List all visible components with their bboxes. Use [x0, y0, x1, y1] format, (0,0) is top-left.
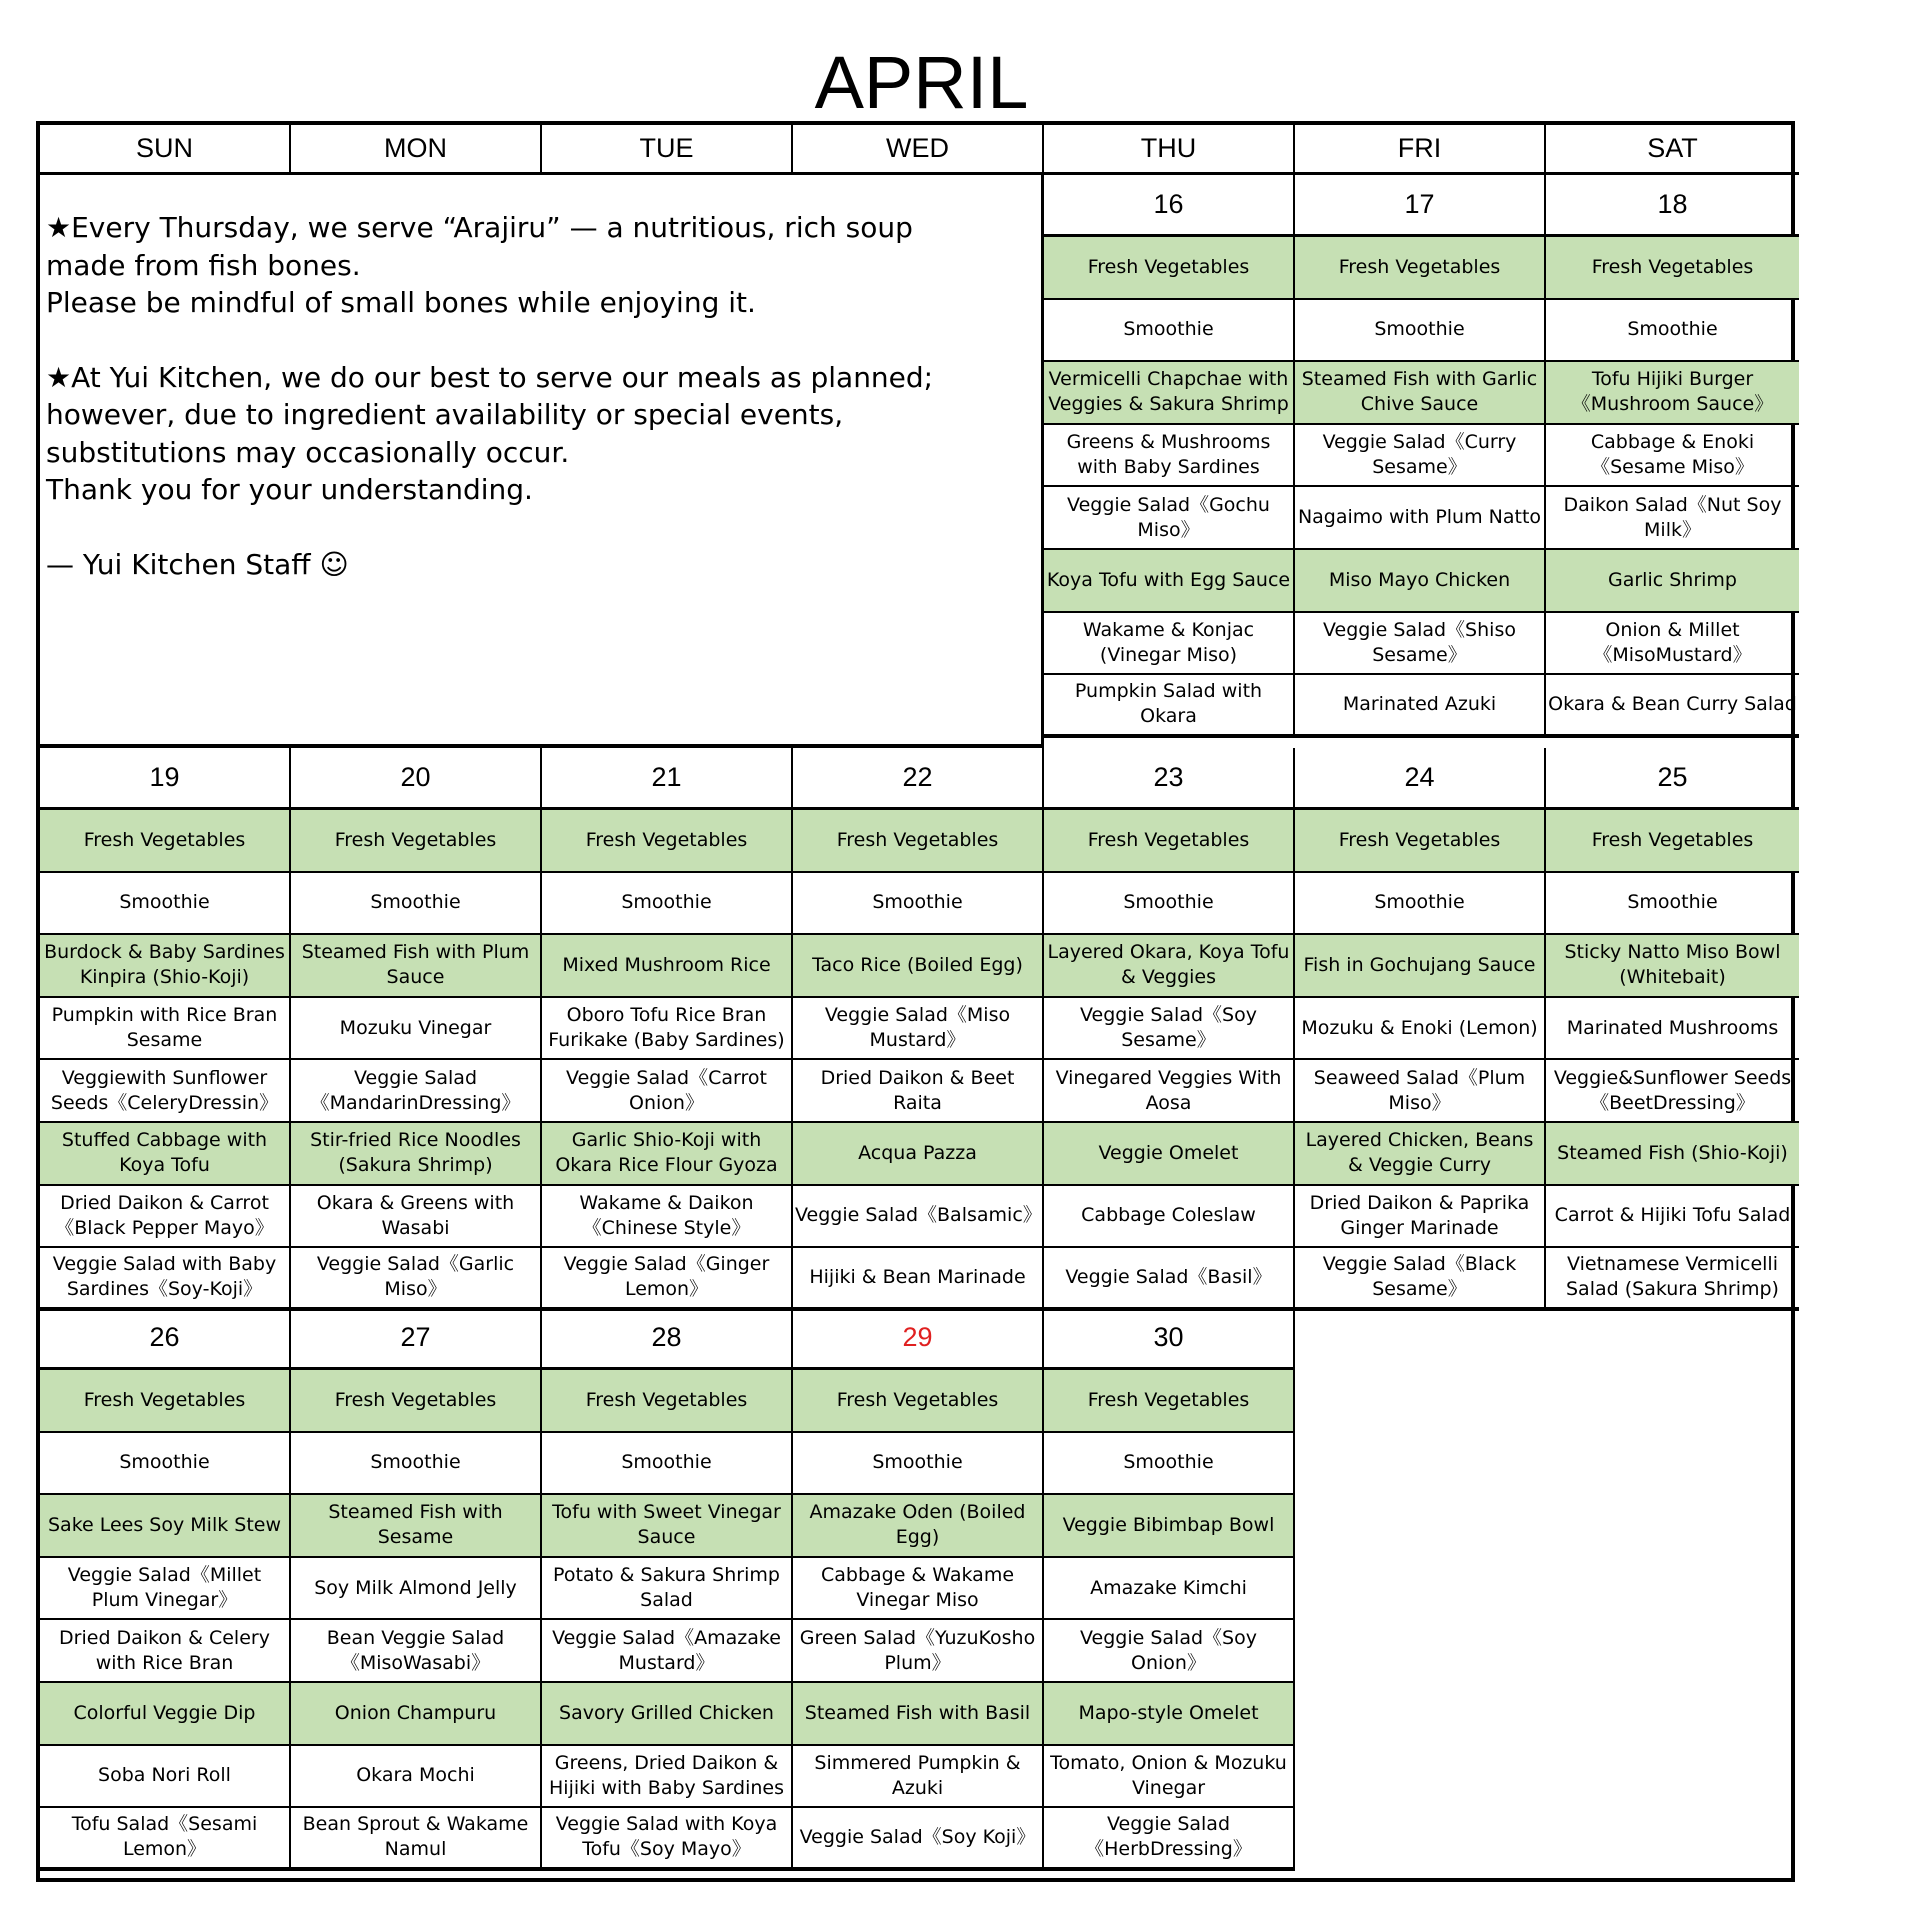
- menu-item: Stuffed Cabbage with Koya Tofu: [40, 1123, 291, 1186]
- notice-signature: — Yui Kitchen Staff ☺: [46, 547, 349, 581]
- menu-item: Sake Lees Soy Milk Stew: [40, 1495, 291, 1558]
- menu-item: Steamed Fish with Plum Sauce: [291, 935, 542, 998]
- menu-item: Marinated Azuki: [1295, 675, 1546, 738]
- menu-item: Veggie Bibimbap Bowl: [1044, 1495, 1295, 1558]
- menu-item: Amazake Kimchi: [1044, 1558, 1295, 1621]
- date-24: 24: [1295, 748, 1546, 810]
- weekday-sun: SUN: [40, 125, 291, 175]
- menu-item: Pumpkin with Rice Bran Sesame: [40, 998, 291, 1061]
- menu-item: Mozuku & Enoki (Lemon): [1295, 998, 1546, 1061]
- page-title: APRIL: [814, 41, 1029, 124]
- menu-item: Fresh Vegetables: [1546, 237, 1799, 300]
- weekday-thu: THU: [1044, 125, 1295, 175]
- menu-item: Taco Rice (Boiled Egg): [793, 935, 1044, 998]
- menu-item: Cabbage & Enoki《Sesame Miso》: [1546, 425, 1799, 488]
- menu-item: Veggie Salad《Amazake Mustard》: [542, 1620, 793, 1683]
- menu-item: Veggie Salad《Curry Sesame》: [1295, 425, 1546, 488]
- menu-item: Fresh Vegetables: [40, 810, 291, 873]
- menu-item: Vietnamese Vermicelli Salad (Sakura Shrimp): [1546, 1248, 1799, 1311]
- date-29: 29: [793, 1308, 1044, 1370]
- menu-item: Steamed Fish (Shio-Koji): [1546, 1123, 1799, 1186]
- menu-item: Veggie Salad《Miso Mustard》: [793, 998, 1044, 1061]
- date-26: 26: [40, 1308, 291, 1370]
- menu-item: Fresh Vegetables: [1295, 810, 1546, 873]
- menu-item: Smoothie: [1295, 873, 1546, 936]
- menu-item: Fresh Vegetables: [793, 810, 1044, 873]
- menu-item: Tofu with Sweet Vinegar Sauce: [542, 1495, 793, 1558]
- menu-item: Smoothie: [40, 1433, 291, 1496]
- menu-item: Smoothie: [793, 873, 1044, 936]
- menu-item: Simmered Pumpkin & Azuki: [793, 1746, 1044, 1809]
- menu-item: Veggie Salad《Basil》: [1044, 1248, 1295, 1311]
- menu-item: Smoothie: [291, 873, 542, 936]
- menu-item: Fresh Vegetables: [291, 810, 542, 873]
- date-20: 20: [291, 748, 542, 810]
- menu-item: Hijiki & Bean Marinade: [793, 1248, 1044, 1311]
- menu-item: Dried Daikon & Carrot《Black Pepper Mayo》: [40, 1186, 291, 1249]
- menu-item: Smoothie: [1295, 300, 1546, 363]
- menu-item: Veggie Salad《Garlic Miso》: [291, 1248, 542, 1311]
- menu-item: Vinegared Veggies With Aosa: [1044, 1060, 1295, 1123]
- menu-item: Veggie Salad《MandarinDressing》: [291, 1060, 542, 1123]
- menu-item: Smoothie: [542, 1433, 793, 1496]
- menu-item: Soy Milk Almond Jelly: [291, 1558, 542, 1621]
- menu-item: Mozuku Vinegar: [291, 998, 542, 1061]
- menu-item: Veggie Salad《Shiso Sesame》: [1295, 613, 1546, 676]
- menu-item: Veggie Salad《Ginger Lemon》: [542, 1248, 793, 1311]
- menu-item: Veggie Omelet: [1044, 1123, 1295, 1186]
- menu-item: Veggie Salad《Carrot Onion》: [542, 1060, 793, 1123]
- date-21: 21: [542, 748, 793, 810]
- menu-item: Green Salad《YuzuKosho Plum》: [793, 1620, 1044, 1683]
- menu-item: Garlic Shio-Koji with Okara Rice Flour Gyoza: [542, 1123, 793, 1186]
- menu-item: Fish in Gochujang Sauce: [1295, 935, 1546, 998]
- menu-item: Marinated Mushrooms: [1546, 998, 1799, 1061]
- menu-item: Nagaimo with Plum Natto: [1295, 487, 1546, 550]
- date-19: 19: [40, 748, 291, 810]
- menu-item: Koya Tofu with Egg Sauce: [1044, 550, 1295, 613]
- weekday-mon: MON: [291, 125, 542, 175]
- menu-item: Veggie Salad《Soy Koji》: [793, 1808, 1044, 1871]
- menu-item: Smoothie: [40, 873, 291, 936]
- menu-item: Smoothie: [1546, 873, 1799, 936]
- menu-item: Fresh Vegetables: [1546, 810, 1799, 873]
- menu-item: Miso Mayo Chicken: [1295, 550, 1546, 613]
- menu-item: Greens & Mushrooms with Baby Sardines: [1044, 425, 1295, 488]
- menu-item: Fresh Vegetables: [291, 1370, 542, 1433]
- menu-item: Smoothie: [542, 873, 793, 936]
- date-17: 17: [1295, 175, 1546, 237]
- menu-item: Garlic Shrimp: [1546, 550, 1799, 613]
- menu-item: Dried Daikon & Paprika Ginger Marinade: [1295, 1186, 1546, 1249]
- menu-item: Steamed Fish with Garlic Chive Sauce: [1295, 362, 1546, 425]
- menu-item: Onion & Millet《MisoMustard》: [1546, 613, 1799, 676]
- menu-item: Fresh Vegetables: [1295, 237, 1546, 300]
- menu-item: Veggiewith Sunflower Seeds《CeleryDressin》: [40, 1060, 291, 1123]
- menu-item: Amazake Oden (Boiled Egg): [793, 1495, 1044, 1558]
- menu-item: Veggie Salad with Koya Tofu《Soy Mayo》: [542, 1808, 793, 1871]
- menu-item: Okara & Bean Curry Salad: [1546, 675, 1799, 738]
- menu-item: Fresh Vegetables: [793, 1370, 1044, 1433]
- menu-item: Sticky Natto Miso Bowl (Whitebait): [1546, 935, 1799, 998]
- menu-item: Smoothie: [793, 1433, 1044, 1496]
- weekday-tue: TUE: [542, 125, 793, 175]
- menu-item: Veggie Salad《Soy Sesame》: [1044, 998, 1295, 1061]
- menu-item: Smoothie: [1044, 1433, 1295, 1496]
- menu-item: Fresh Vegetables: [1044, 810, 1295, 873]
- menu-item: Smoothie: [1044, 873, 1295, 936]
- menu-item: Tofu Hijiki Burger《Mushroom Sauce》: [1546, 362, 1799, 425]
- menu-item: Dried Daikon & Celery with Rice Bran: [40, 1620, 291, 1683]
- menu-item: Stir-fried Rice Noodles (Sakura Shrimp): [291, 1123, 542, 1186]
- menu-item: Seaweed Salad《Plum Miso》: [1295, 1060, 1546, 1123]
- menu-item: Tomato, Onion & Mozuku Vinegar: [1044, 1746, 1295, 1809]
- menu-item: Bean Veggie Salad《MisoWasabi》: [291, 1620, 542, 1683]
- date-18: 18: [1546, 175, 1799, 237]
- menu-item: Fresh Vegetables: [542, 1370, 793, 1433]
- menu-item: Burdock & Baby Sardines Kinpira (Shio-Koji): [40, 935, 291, 998]
- menu-item: Dried Daikon & Beet Raita: [793, 1060, 1044, 1123]
- menu-item: Acqua Pazza: [793, 1123, 1044, 1186]
- menu-item: Potato & Sakura Shrimp Salad: [542, 1558, 793, 1621]
- menu-item: Pumpkin Salad with Okara: [1044, 675, 1295, 738]
- menu-item: Veggie Salad with Baby Sardines《Soy-Koji》: [40, 1248, 291, 1311]
- date-16: 16: [1044, 175, 1295, 237]
- menu-item: Steamed Fish with Sesame: [291, 1495, 542, 1558]
- date-25: 25: [1546, 748, 1799, 810]
- menu-item: Veggie Salad《Soy Onion》: [1044, 1620, 1295, 1683]
- menu-item: Steamed Fish with Basil: [793, 1683, 1044, 1746]
- weekday-fri: FRI: [1295, 125, 1546, 175]
- menu-item: Greens, Dried Daikon & Hijiki with Baby Sardines: [542, 1746, 793, 1809]
- menu-item: Layered Chicken, Beans & Veggie Curry: [1295, 1123, 1546, 1186]
- menu-item: Layered Okara, Koya Tofu & Veggies: [1044, 935, 1295, 998]
- notice-box: [40, 175, 1044, 748]
- menu-item: Savory Grilled Chicken: [542, 1683, 793, 1746]
- weekday-sat: SAT: [1546, 125, 1799, 175]
- menu-item: Soba Nori Roll: [40, 1746, 291, 1809]
- menu-item: Fresh Vegetables: [1044, 1370, 1295, 1433]
- menu-item: Veggie Salad《HerbDressing》: [1044, 1808, 1295, 1871]
- menu-item: Fresh Vegetables: [1044, 237, 1295, 300]
- menu-item: Colorful Veggie Dip: [40, 1683, 291, 1746]
- date-30: 30: [1044, 1308, 1295, 1370]
- menu-item: Carrot & Hijiki Tofu Salad: [1546, 1186, 1799, 1249]
- menu-item: Cabbage Coleslaw: [1044, 1186, 1295, 1249]
- date-27: 27: [291, 1308, 542, 1370]
- menu-item: Cabbage & Wakame Vinegar Miso: [793, 1558, 1044, 1621]
- menu-item: Mapo-style Omelet: [1044, 1683, 1295, 1746]
- menu-item: Veggie Salad《Black Sesame》: [1295, 1248, 1546, 1311]
- date-28: 28: [542, 1308, 793, 1370]
- menu-item: Smoothie: [1044, 300, 1295, 363]
- menu-item: Wakame & Daikon《Chinese Style》: [542, 1186, 793, 1249]
- menu-item: Veggie&Sunflower Seeds《BeetDressing》: [1546, 1060, 1799, 1123]
- menu-item: Veggie Salad《Balsamic》: [793, 1186, 1044, 1249]
- menu-item: Fresh Vegetables: [542, 810, 793, 873]
- weekday-wed: WED: [793, 125, 1044, 175]
- date-22: 22: [793, 748, 1044, 810]
- notice-arajiru: ★Every Thursday, we serve “Arajiru” — a nutritious, rich soup made from fish bones. Please be mindful of small bones while enjoying it.: [46, 211, 913, 319]
- menu-item: Oboro Tofu Rice Bran Furikake (Baby Sardines): [542, 998, 793, 1061]
- menu-item: Smoothie: [1546, 300, 1799, 363]
- menu-item: Vermicelli Chapchae with Veggies & Sakura Shrimp: [1044, 362, 1295, 425]
- menu-item: Fresh Vegetables: [40, 1370, 291, 1433]
- menu-item: Okara & Greens with Wasabi: [291, 1186, 542, 1249]
- date-23: 23: [1044, 748, 1295, 810]
- menu-item: Bean Sprout & Wakame Namul: [291, 1808, 542, 1871]
- menu-item: Tofu Salad《Sesami Lemon》: [40, 1808, 291, 1871]
- menu-item: Mixed Mushroom Rice: [542, 935, 793, 998]
- notice-substitutions: ★At Yui Kitchen, we do our best to serve our meals as planned; however, due to ingredient availability or special events, substitutions may occasionally occur. Thank you for your understanding.: [46, 360, 934, 506]
- menu-item: Wakame & Konjac (Vinegar Miso): [1044, 613, 1295, 676]
- menu-calendar: [36, 121, 1795, 1882]
- menu-item: Smoothie: [291, 1433, 542, 1496]
- menu-item: Onion Champuru: [291, 1683, 542, 1746]
- menu-item: Veggie Salad《Millet Plum Vinegar》: [40, 1558, 291, 1621]
- menu-item: Daikon Salad《Nut Soy Milk》: [1546, 487, 1799, 550]
- menu-item: Veggie Salad《Gochu Miso》: [1044, 487, 1295, 550]
- menu-item: Okara Mochi: [291, 1746, 542, 1809]
